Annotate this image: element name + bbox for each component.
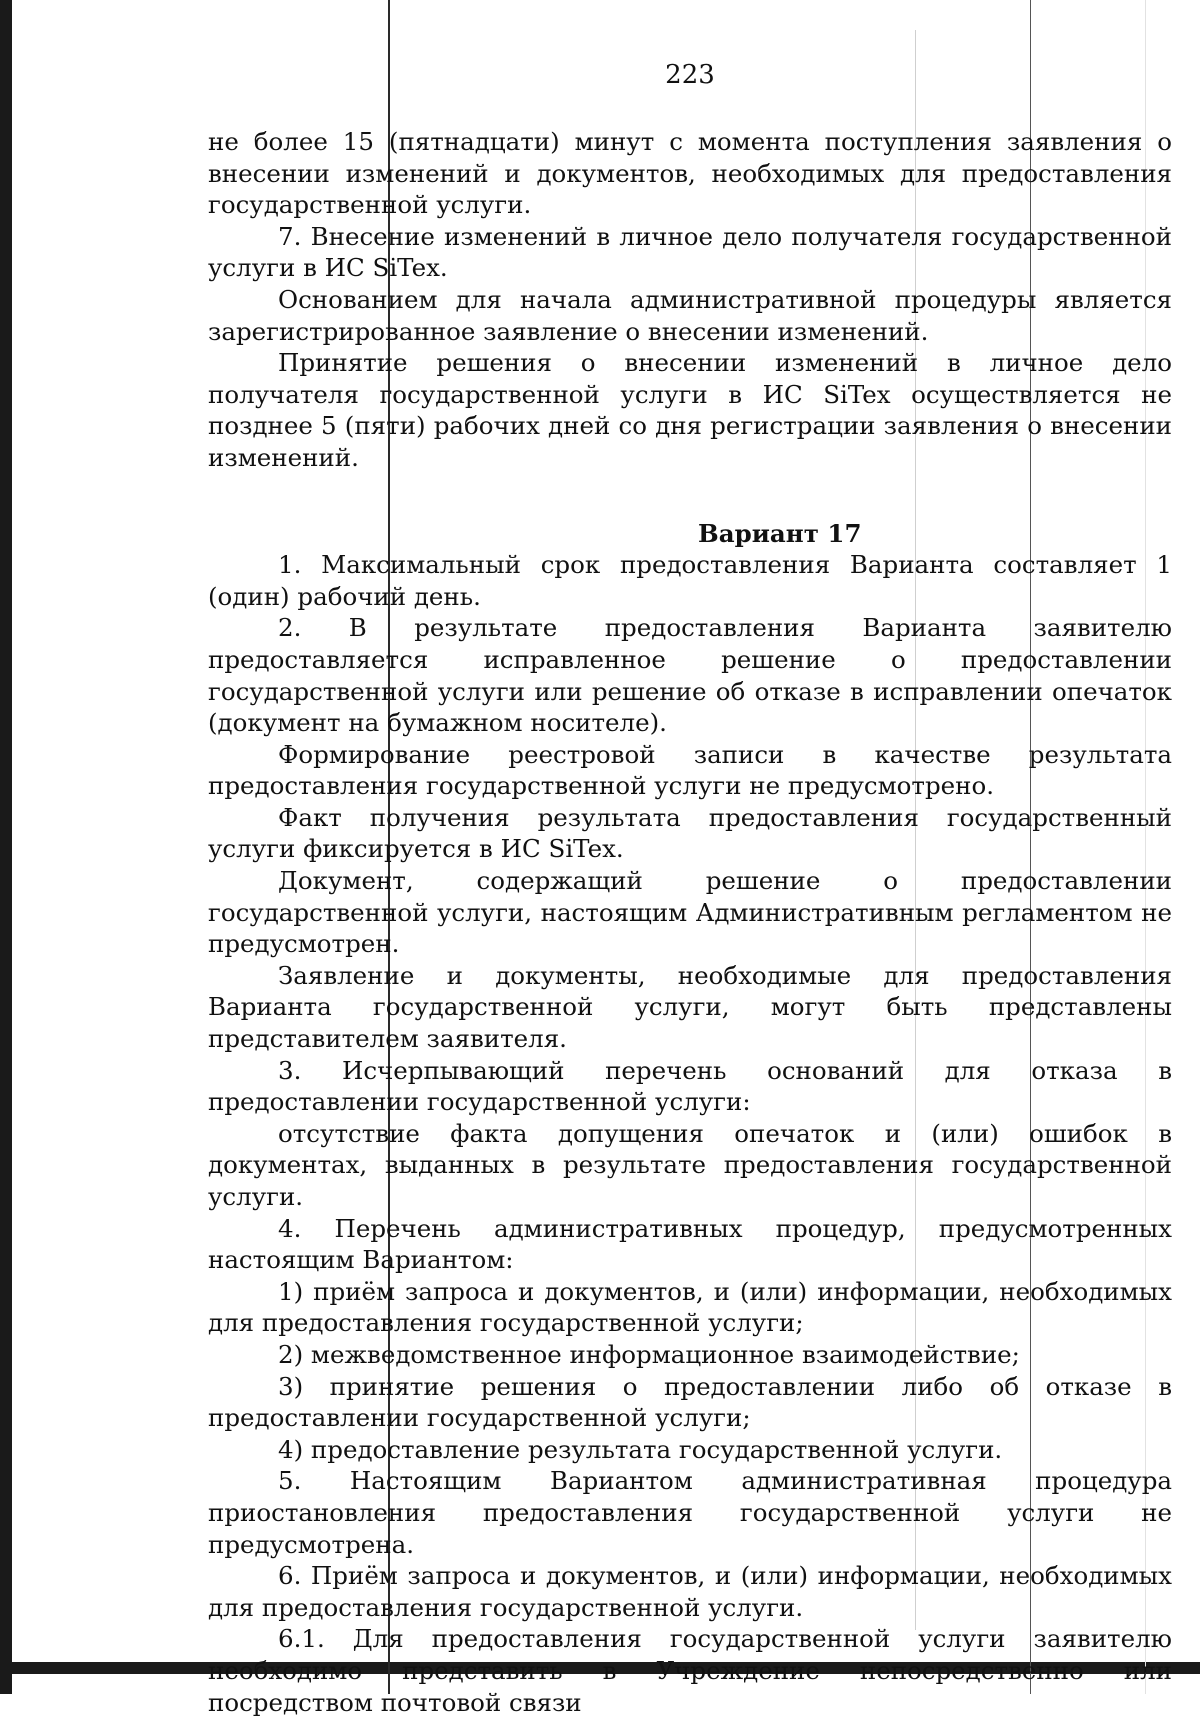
paragraph: 6.1. Для предоставления государственной услуги заявителю необходимо представить в Учреждение непосредственно или посредством почтовой связи xyxy=(208,1624,1172,1717)
list-item: 3) принятие решения о предоставлении либо об отказе в предоставлении государственной услуги; xyxy=(208,1371,1172,1433)
paragraph: 1. Максимальный срок предоставления Варианта составляет 1 (один) рабочий день. xyxy=(208,550,1172,611)
document-body xyxy=(208,126,1172,1718)
section-gap xyxy=(208,474,1172,518)
paragraph: Документ, содержащий решение о предоставлении государственной услуги, настоящим Административным регламентом не предусмотрен. xyxy=(208,866,1172,959)
paragraph: Заявление и документы, необходимые для предоставления Варианта государственной услуги, могут быть представлены представителем заявителя. xyxy=(208,960,1172,1054)
paragraph: 3. Исчерпывающий перечень оснований для отказа в предоставлении государственной услуги: xyxy=(208,1055,1172,1117)
paragraph: Формирование реестровой записи в качестве результата предоставления государственной услуги не предусмотрено. xyxy=(208,739,1172,801)
paragraph: не более 15 (пятнадцати) минут с момента поступления заявления о внесении изменений и документов, необходимых для предоставления государственной услуги. xyxy=(208,127,1172,220)
paragraph: 5. Настоящим Вариантом административная процедура приостановления предоставления государственной услуги не предусмотрена. xyxy=(208,1466,1172,1559)
list-item: 1) приём запроса и документов, и (или) информации, необходимых для предоставления государственной услуги; xyxy=(208,1276,1172,1338)
list-item: 2) межведомственное информационное взаимодействие; xyxy=(278,1339,1020,1369)
section-heading: Вариант 17 xyxy=(698,518,862,548)
paragraph: Принятие решения о внесении изменений в личное дело получателя государственной услуги в ИС SiTex осуществляется не позднее 5 (пяти) рабочих дней со дня регистрации заявления о внесении изменений. xyxy=(208,348,1172,472)
paragraph: Факт получения результата предоставления государственный услуги фиксируется в ИС SiTex. xyxy=(208,802,1172,864)
paragraph: отсутствие факта допущения опечаток и (или) ошибок в документах, выданных в результате предоставления государственной услуги. xyxy=(208,1118,1172,1211)
paragraph: 7. Внесение изменений в личное дело получателя государственной услуги в ИС SiTex. xyxy=(208,221,1172,283)
paragraph: 2. В результате предоставления Варианта заявителю предоставляется исправленное решение о предоставлении государственной услуги или решение об отказе в исправлении опечаток (документ на бумажном носителе). xyxy=(208,613,1172,738)
list-item: 4) предоставление результата государственной услуги. xyxy=(278,1434,1003,1464)
paragraph: 4. Перечень административных процедур, предусмотренных настоящим Вариантом: xyxy=(208,1213,1172,1275)
scan-edge-left xyxy=(0,0,12,1694)
paragraph: 6. Приём запроса и документов, и (или) информации, необходимых для предоставления государственной услуги. xyxy=(208,1561,1172,1622)
page-number: 223 xyxy=(665,60,715,90)
paragraph: Основанием для начала административной процедуры является зарегистрированное заявление о внесении изменений. xyxy=(208,284,1172,346)
